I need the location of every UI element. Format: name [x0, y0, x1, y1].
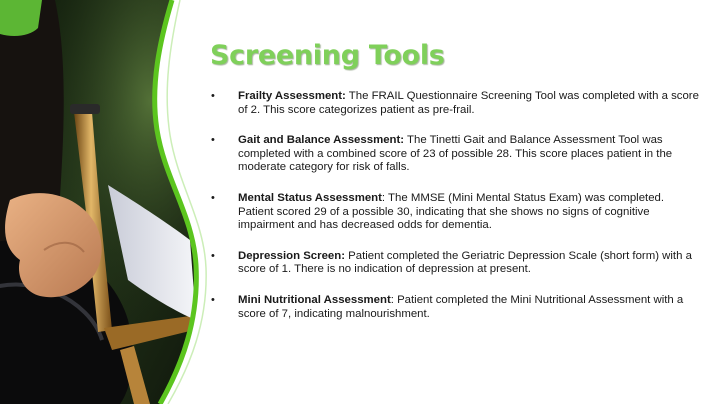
- bullet-icon: •: [211, 293, 215, 306]
- list-item: [210, 192, 700, 233]
- item-heading: Frailty Assessment:: [238, 90, 346, 102]
- list-item: [210, 134, 700, 175]
- bullet-icon: •: [211, 191, 215, 204]
- item-heading: Depression Screen:: [238, 249, 345, 262]
- item-text: : Patient completed the Mini Nutritional Assessment with a score of 7, indicating malnourishment.: [238, 293, 684, 320]
- list-item: [210, 250, 700, 277]
- item-heading: Mental Status Assessment: [238, 191, 382, 204]
- item-text: Patient completed the Geriatric Depression Scale (short form) with a score of 1. There is no indication of depression at present.: [238, 249, 692, 276]
- list-item: [210, 90, 700, 117]
- list-item: [210, 294, 700, 321]
- bullet-icon: •: [211, 134, 215, 147]
- bullet-icon: •: [211, 90, 215, 102]
- item-text: The FRAIL Questionnaire Screening Tool was completed with a score of 2. This score categorizes patient as pre-frail.: [238, 90, 699, 116]
- item-text: The Tinetti Gait and Balance Assessment Tool was completed with a combined score of 23 of possible 28. This score places patient in the moderate category for risk of falls.: [238, 134, 673, 174]
- item-heading: Mini Nutritional Assessment: [238, 293, 391, 306]
- screening-list: [210, 90, 700, 321]
- content-area: [210, 38, 700, 388]
- slide-title: Screening Tools: [210, 40, 445, 71]
- item-text: : The MMSE (Mini Mental Status Exam) was completed. Patient scored 29 of a possible 30, indicating that she shows no signs of cognitive impairment and has decreased odds for dementia.: [238, 191, 665, 232]
- bullet-icon: •: [211, 249, 215, 262]
- item-heading: Gait and Balance Assessment:: [238, 134, 405, 147]
